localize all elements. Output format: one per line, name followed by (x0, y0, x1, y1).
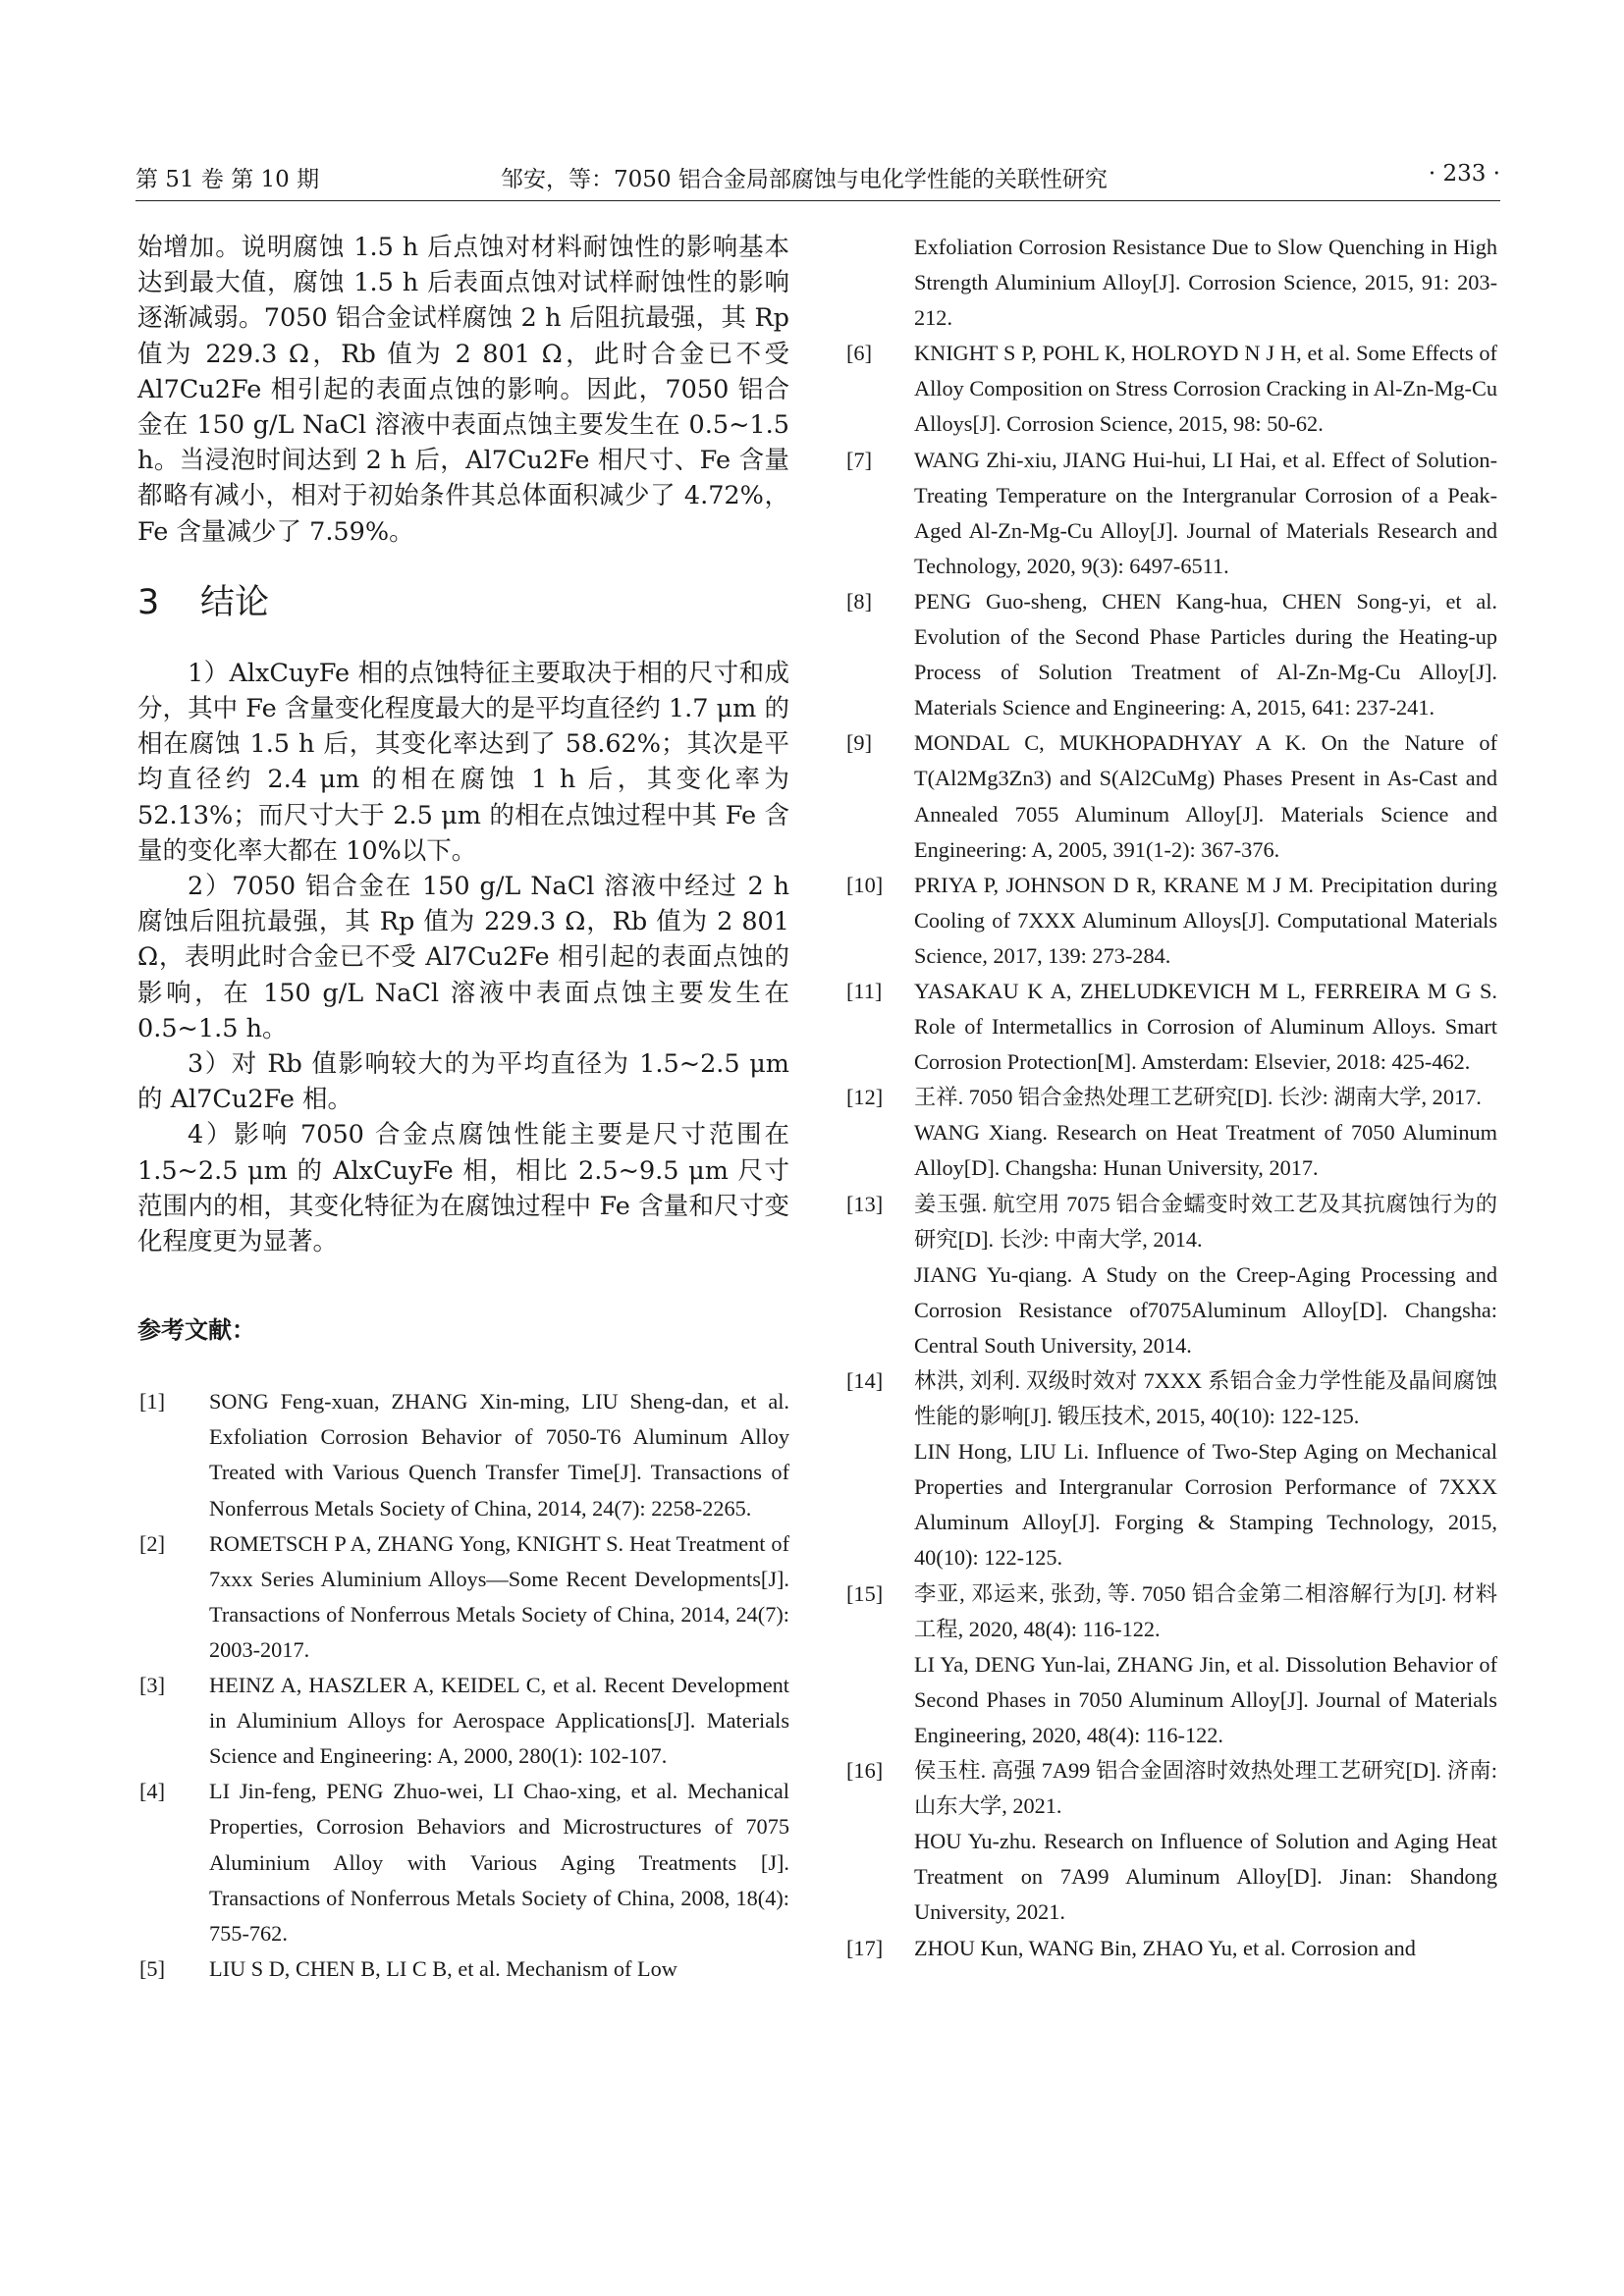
reference-item: [17] ZHOU Kun, WANG Bin, ZHAO Yu, et al. Corrosion and (846, 1935, 1416, 1960)
conclusion-1: 1）AlxCuyFe 相的点蚀特征主要取决于相的尺寸和成分，其中 Fe 含量变化程度最大的是平均直径约 1.7 μm 的相在腐蚀 1.5 h 后，其变化率达到了 58.62%；其次是平均直径约 2.4 μm 的相在腐蚀 1 h 后，其变化率为 52.13%；而尺寸大于 2.5 μm 的相在点蚀过程中其 Fe 含量的变化率大都在 10%以下。 (137, 658, 789, 866)
section-number: 3 (137, 582, 160, 622)
reference-item-continued: Exfoliation Corrosion Resistance Due to Slow Quenching in High Strength Aluminium Alloy[J]. Corrosion Science, 2015, 91: 203-212. (914, 235, 1497, 331)
reference-item: [15] 李亚, 邓运来, 张劲, 等. 7050 铝合金第二相溶解行为[J]. 材料工程, 2020, 48(4): 116-122. LI Ya, DENG Yun-lai, ZHANG Jin, et al. Dissolution Behavior of Second Phases in 7050 Aluminum Alloy[J]. Journal of Materials Engineering, 2020, 48(4): 116-122. (846, 1580, 1497, 1747)
reference-item: [16] 侯玉柱. 高强 7A99 铝合金固溶时效热处理工艺研究[D]. 济南: 山东大学, 2021. HOU Yu-zhu. Research on Influence of Solution and Aging Heat Treatment on 7A99 Aluminum Alloy[D]. Jinan: Shandong University, 2021. (846, 1758, 1497, 1925)
reference-item: [10] PRIYA P, JOHNSON D R, KRANE M J M. Precipitation during Cooling of 7XXX Aluminum Alloys[J]. Computational Materials Science, 2017, 139: 273-284. (846, 872, 1497, 968)
reference-item: [8] PENG Guo-sheng, CHEN Kang-hua, CHEN Song-yi, et al. Evolution of the Second Phase Particles during the Heating-up Process of Solution Treatment of Al-Zn-Mg-Cu Alloy[J]. Materials Science and Engineering: A, 2015, 641: 237-241. (846, 588, 1497, 721)
right-column (844, 230, 1497, 1966)
reference-item: [1] SONG Feng-xuan, ZHANG Xin-ming, LIU Sheng-dan, et al. Exfoliation Corrosion Behavior of 7050-T6 Aluminum Alloy Treated with Various Quench Transfer Time[J]. Transactions of Nonferrous Metals Society of China, 2014, 24(7): 2258-2265. (139, 1389, 789, 1521)
reference-item: [2] ROMETSCH P A, ZHANG Yong, KNIGHT S. Heat Treatment of 7xxx Series Aluminium Alloys—Some Recent Developments[J]. Transactions of Nonferrous Metals Society of China, 2014, 24(7): 2003-2017. (139, 1530, 789, 1662)
section-title: 结论 (200, 582, 270, 622)
reference-item: [13] 姜玉强. 航空用 7075 铝合金蠕变时效工艺及其抗腐蚀行为的研究[D]. 长沙: 中南大学, 2014. JIANG Yu-qiang. A Study on the Creep-Aging Processing and Corrosion Resistance of7075Aluminum Alloy[D]. Changsha: Central South University, 2014. (846, 1191, 1497, 1358)
reference-item: [7] WANG Zhi-xiu, JIANG Hui-hui, LI Hai, et al. Effect of Solution-Treating Temperature on the Intergranular Corrosion of a Peak-Aged Al-Zn-Mg-Cu Alloy[J]. Journal of Materials Research and Technology, 2020, 9(3): 6497-6511. (846, 447, 1497, 578)
reference-item: [12] 王祥. 7050 铝合金热处理工艺研究[D]. 长沙: 湖南大学, 2017. WANG Xiang. Research on Heat Treatment of 7050 Aluminum Alloy[D]. Changsha: Hunan University, 2017. (846, 1085, 1497, 1181)
running-header (135, 161, 1500, 201)
reference-item: [14] 林洪, 刘利. 双级时效对 7XXX 系铝合金力学性能及晶间腐蚀性能的影响[J]. 锻压技术, 2015, 40(10): 122-125. LIN Hong, LIU Li. Influence of Two-Step Aging on Mechanical Properties and Intergranular Corrosion Performance of 7XXX Aluminum Alloy[J]. Forging & Stamping Technology, 2015, 40(10): 122-125. (846, 1368, 1497, 1571)
reference-item: [6] KNIGHT S P, POHL K, HOLROYD N J H, et al. Some Effects of Alloy Composition on Stress Corrosion Cracking in Al-Zn-Mg-Cu Alloys[J]. Corrosion Science, 2015, 98: 50-62. (846, 341, 1497, 437)
reference-list-left (137, 1384, 789, 1987)
reference-item: [4] LI Jin-feng, PENG Zhuo-wei, LI Chao-xing, et al. Mechanical Properties, Corrosion Behaviors and Microstructures of 7075 Aluminium Alloy with Various Aging Treatments [J]. Transactions of Nonferrous Metals Society of China, 2008, 18(4): 755-762. (139, 1779, 789, 1946)
section-heading (137, 583, 789, 622)
conclusion-3: 3）对 Rb 值影响较大的为平均直径为 1.5~2.5 μm 的 Al7Cu2Fe 相。 (137, 1049, 789, 1115)
references-title: 参考文献： (137, 1316, 255, 1345)
running-title: 邹安，等：7050 铝合金局部腐蚀与电化学性能的关联性研究 (501, 167, 1108, 192)
reference-item: [3] HEINZ A, HASZLER A, KEIDEL C, et al. Recent Development in Aluminium Alloys for Aerospace Applications[J]. Materials Science and Engineering: A, 2000, 280(1): 102-107. (139, 1673, 789, 1769)
reference-item: [11] YASAKAU K A, ZHELUDKEVICH M L, FERREIRA M G S. Role of Intermetallics in Corrosion of Aluminum Alloys. Smart Corrosion Protection[M]. Amsterdam: Elsevier, 2018: 425-462. (846, 978, 1497, 1075)
conclusion-2: 2）7050 铝合金在 150 g/L NaCl 溶液中经过 2 h 腐蚀后阻抗最强，其 Rp 值为 229.3 Ω，Rb 值为 2 801 Ω，表明此时合金已不受 Al7Cu2Fe 相引起的表面点蚀的影响，在 150 g/L NaCl 溶液中表面点蚀主要发生在 0.5~1.5 h。 (137, 872, 789, 1043)
reference-item: [5] LIU S D, CHEN B, LI C B, et al. Mechanism of Low (139, 1955, 677, 1981)
reference-item: [9] MONDAL C, MUKHOPADHYAY A K. On the Nature of T(Al2Mg3Zn3) and S(Al2CuMg) Phases Present in As-Cast and Annealed 7055 Aluminum Alloy[J]. Materials Science and Engineering: A, 2005, 391(1-2): 367-376. (846, 730, 1497, 862)
left-column (137, 230, 789, 1987)
volume-issue: 第 51 卷 第 10 期 (135, 167, 320, 192)
page-number: · 233 · (1428, 161, 1500, 187)
reference-list-right (844, 230, 1497, 1966)
conclusion-4: 4）影响 7050 合金点腐蚀性能主要是尺寸范围在 1.5~2.5 μm 的 AlxCuyFe 相，相比 2.5~9.5 μm 尺寸范围内的相，其变化特征为在腐蚀过程中 Fe 含量和尺寸变化程度更为显著。 (137, 1120, 789, 1257)
intro-paragraph: 始增加。说明腐蚀 1.5 h 后点蚀对材料耐蚀性的影响基本达到最大值，腐蚀 1.5 h 后表面点蚀对试样耐蚀性的影响逐渐减弱。7050 铝合金试样腐蚀 2 h 后阻抗最强，其 Rp 值为 229.3 Ω，Rb 值为 2 801 Ω，此时合金已不受 Al7Cu2Fe 相引起的表面点蚀的影响。因此，7050 铝合金在 150 g/L NaCl 溶液中表面点蚀主要发生在 0.5~1.5 h。当浸泡时间达到 2 h 后，Al7Cu2Fe 相尺寸、Fe 含量都略有减小，相对于初始条件其总体面积减少了 4.72%，Fe 含量减少了 7.59%。 (137, 233, 789, 547)
